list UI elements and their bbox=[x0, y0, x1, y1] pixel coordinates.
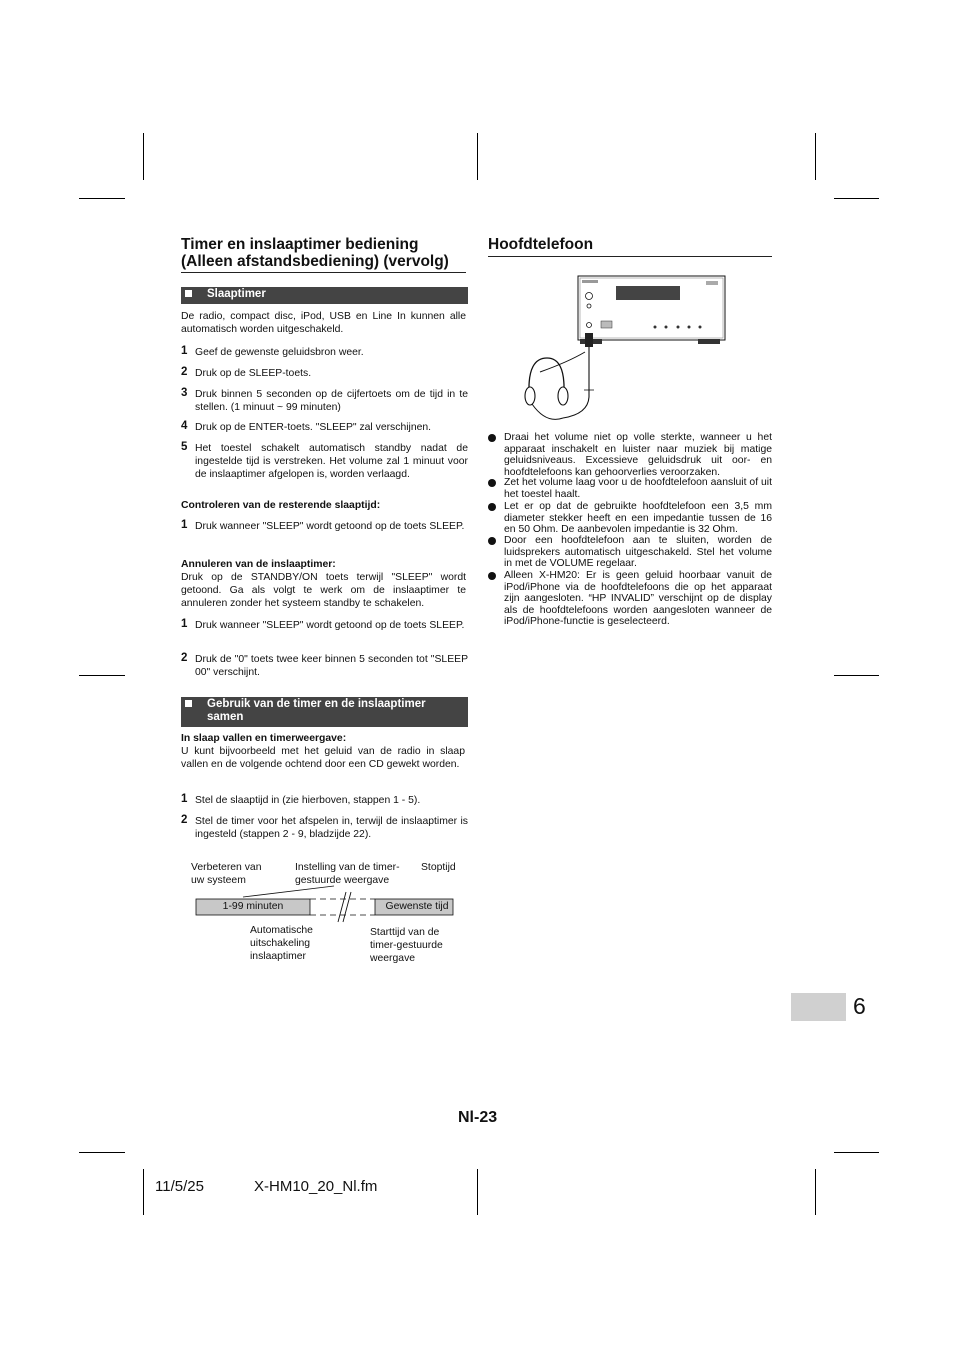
headphones-icon bbox=[529, 358, 564, 392]
step-number: 1 bbox=[181, 793, 188, 805]
crop-mark bbox=[79, 675, 125, 676]
step-number: 2 bbox=[181, 366, 188, 378]
check-heading: Controleren van de resterende slaaptijd: bbox=[181, 500, 381, 511]
usb-port-icon bbox=[601, 321, 612, 328]
step-text: Het toestel schakelt automatisch standby nadat de ingestelde tijd is verstreken. Het volume zal 1 minuut voor de inslaaptimer afgelopen is, worden verlaagd. bbox=[195, 443, 468, 480]
diagram-label-line: weergave bbox=[370, 953, 416, 964]
bullet-item bbox=[488, 432, 772, 478]
crop-mark bbox=[79, 198, 125, 199]
step-text: Stel de slaaptijd in (zie hierboven, stappen 1 - 5). bbox=[195, 795, 421, 806]
diagram-label-line: uitschakeling bbox=[250, 938, 311, 949]
square-bullet-icon bbox=[185, 290, 192, 297]
combo-text: U kunt bijvoorbeeld met het geluid van de radio in slaap vallen en de volgende ochtend door een CD gewekt worden. bbox=[181, 746, 465, 770]
bullet-text: Alleen X-HM20: Er is geen geluid hoorbaar vanuit de iPod/iPhone via de hoofdtelefoons die op het apparaat zijn aangesloten. “HP INVALID” verschijnt op de display als de hoofdtelefoons worden aangesloten wanneer de iPod/iPhone-functie is geselecteerd. bbox=[504, 570, 772, 627]
subsection-bar-combined bbox=[181, 697, 468, 727]
subsection-label bbox=[207, 698, 426, 724]
square-bullet-icon bbox=[185, 700, 192, 707]
subsection-label-line: samen bbox=[207, 711, 244, 723]
diagram-label-line: Starttijd van de bbox=[370, 927, 440, 938]
chapter-number: 6 bbox=[853, 993, 866, 1019]
bullet-dot-icon bbox=[488, 572, 496, 580]
sleep-step bbox=[181, 367, 468, 380]
leader-line bbox=[243, 886, 334, 897]
section-title-headphones: Hoofdtelefoon bbox=[488, 236, 594, 253]
step-number: 1 bbox=[181, 618, 188, 630]
break-mark bbox=[338, 892, 346, 922]
sleep-step bbox=[181, 346, 468, 359]
sleep-step bbox=[181, 442, 468, 481]
diagram-label-auto bbox=[250, 924, 313, 963]
diagram-label-start bbox=[370, 926, 443, 965]
step-number: 3 bbox=[181, 387, 188, 399]
step-number: 2 bbox=[181, 652, 188, 664]
bullet-item bbox=[488, 501, 772, 535]
bullet-dot-icon bbox=[488, 503, 496, 511]
step-number: 1 bbox=[181, 345, 188, 357]
step-number: 4 bbox=[181, 420, 188, 432]
section-title-line: Timer en inslaaptimer bediening bbox=[181, 236, 419, 253]
cancel-heading: Annuleren van de inslaaptimer: bbox=[181, 559, 336, 570]
stereo-unit bbox=[578, 276, 725, 340]
diagram-label-line: Instelling van de timer- bbox=[295, 862, 400, 873]
crop-mark bbox=[79, 1152, 125, 1153]
step-text: Druk de "0" toets twee keer binnen 5 seconden tot "SLEEP 00" verschijnt. bbox=[195, 654, 468, 678]
crop-mark bbox=[834, 1152, 879, 1153]
crop-mark bbox=[834, 675, 879, 676]
sleep-step bbox=[181, 421, 468, 434]
diagram-label-line: gestuurde weergave bbox=[295, 875, 390, 886]
cancel-text: Druk op de STANDBY/ON toets terwijl "SLEEP" wordt getoond. Ga als volgt te werk om de inslaaptimer te annuleren zonder het systeem standby te schakelen. bbox=[181, 572, 466, 609]
diagram-label-line: timer-gestuurde bbox=[370, 940, 443, 951]
desired-box-label: Gewenste tijd bbox=[385, 901, 449, 912]
bullet-item bbox=[488, 570, 772, 628]
section-title-line: (Alleen afstandsbediening) (vervolg) bbox=[181, 253, 449, 270]
page-number: Nl-23 bbox=[458, 1109, 498, 1126]
check-step bbox=[181, 520, 468, 546]
subsection-label: Slaaptimer bbox=[207, 288, 266, 300]
cancel-step bbox=[181, 619, 468, 645]
step-number: 1 bbox=[181, 519, 188, 531]
sleep-step bbox=[181, 388, 468, 414]
cancel-step bbox=[181, 653, 468, 679]
bullet-dot-icon bbox=[488, 434, 496, 442]
chapter-tab bbox=[791, 993, 846, 1021]
crop-mark bbox=[815, 1169, 816, 1215]
footer-filename: X-HM10_20_Nl.fm bbox=[254, 1178, 378, 1195]
crop-mark bbox=[477, 1169, 478, 1215]
bullet-text: Draai het volume niet op volle sterkte, wanneer u het apparaat inschakelt en luister naar muziek bij matige geluidsniveaus. Excessieve geluidsdruk uit oor- en hoofdtelefoons kan gehoorverlies veroorzaken. bbox=[504, 432, 772, 478]
diagram-label-line: inslaaptimer bbox=[250, 951, 307, 962]
bullet-text: Door een hoofdtelefoon aan te sluiten, worden de luidsprekers automatisch uitgeschakeld. Stel het volume in met de VOLUME regelaar. bbox=[504, 535, 772, 569]
diagram-label-stop: Stoptijd bbox=[421, 862, 456, 873]
bullet-text: Let er op dat de gebruikte hoofdtelefoon een 3,5 mm diameter stekker heeft en een impedantie tussen de 16 en 50 Ohm. De aanbevolen impedantie is 32 Ohm. bbox=[504, 501, 772, 535]
crop-mark bbox=[143, 1169, 144, 1215]
combo-step bbox=[181, 815, 468, 841]
crop-mark bbox=[815, 133, 816, 180]
plug-icon bbox=[585, 333, 593, 347]
headphones-illustration bbox=[518, 272, 733, 428]
minutes-box-label: 1-99 minuten bbox=[222, 901, 284, 912]
bullet-item bbox=[488, 477, 772, 500]
bullet-dot-icon bbox=[488, 537, 496, 545]
step-text: Geef de gewenste geluidsbron weer. bbox=[195, 347, 364, 358]
step-text: Stel de timer voor het afspelen in, terwijl de inslaaptimer is ingesteld (stappen 2 - 9, bladzijde 22). bbox=[195, 816, 468, 840]
subsection-bar-sleep bbox=[181, 287, 468, 304]
bullet-text: Zet het volume laag voor u de hoofdtelefoon aansluit of uit het toestel haalt. bbox=[504, 477, 772, 500]
step-text: Druk op de ENTER-toets. "SLEEP" zal verschijnen. bbox=[195, 422, 432, 433]
diagram-label-line: Verbeteren van bbox=[191, 862, 262, 873]
crop-mark bbox=[143, 133, 144, 180]
step-text: Druk wanneer "SLEEP" wordt getoond op de toets SLEEP. bbox=[195, 620, 465, 631]
crop-mark bbox=[834, 198, 879, 199]
diagram-label-line: Automatische bbox=[250, 925, 313, 936]
step-text: Druk binnen 5 seconden op de cijfertoets om de tijd in te stellen. (1 minuut ~ 99 minuten) bbox=[195, 389, 468, 413]
combo-step bbox=[181, 794, 468, 807]
step-number: 2 bbox=[181, 814, 188, 826]
bullet-dot-icon bbox=[488, 479, 496, 487]
break-mark bbox=[343, 892, 351, 922]
brand-logo-icon bbox=[582, 280, 598, 283]
combo-heading: In slaap vallen en timerweergave: bbox=[181, 733, 347, 744]
display-panel-icon bbox=[616, 286, 680, 300]
subsection-label-line: Gebruik van de timer en de inslaaptimer bbox=[207, 698, 426, 710]
step-text: Druk op de SLEEP-toets. bbox=[195, 368, 312, 379]
section-title-timer bbox=[181, 236, 481, 270]
footer-date: 11/5/25 bbox=[155, 1178, 204, 1195]
diagram-label-line: uw systeem bbox=[191, 875, 246, 886]
crop-mark bbox=[477, 133, 478, 180]
title-rule bbox=[181, 272, 466, 273]
sleep-intro: De radio, compact disc, iPod, USB en Line In kunnen alle automatisch worden uitgeschakeld. bbox=[181, 311, 466, 335]
title-rule bbox=[488, 256, 772, 257]
cable-line bbox=[563, 347, 589, 418]
bullet-item bbox=[488, 535, 772, 569]
step-number: 5 bbox=[181, 441, 188, 453]
step-text: Druk wanneer "SLEEP" wordt getoond op de toets SLEEP. bbox=[195, 521, 465, 532]
